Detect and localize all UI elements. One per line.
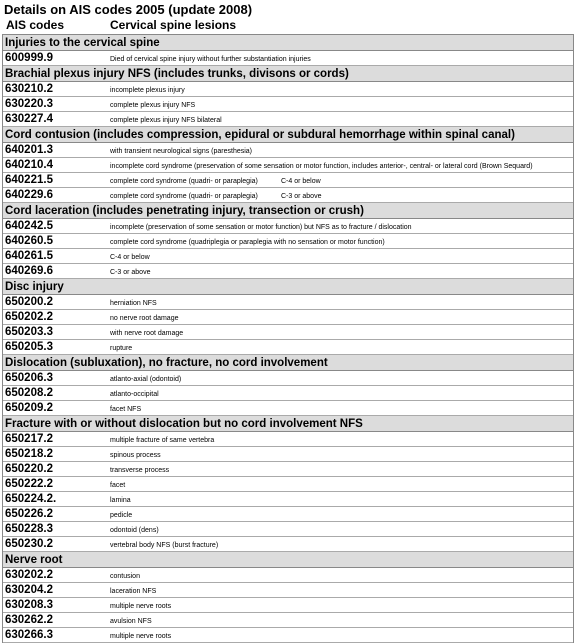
lesion-description: facet [110, 482, 126, 489]
table-row [3, 432, 573, 447]
table-row [3, 477, 573, 492]
ais-code: 600999.9 [5, 52, 53, 64]
table-row [3, 234, 573, 249]
table-row [3, 143, 573, 158]
ais-code: 650209.2 [5, 402, 53, 414]
section-header: Cord laceration (includes penetrating injury, transection or crush) [3, 203, 573, 219]
section-header: Fracture with or without dislocation but no cord involvement NFS [3, 416, 573, 432]
ais-code: 630208.3 [5, 599, 53, 611]
ais-code: 640210.4 [5, 159, 53, 171]
level-note: C-3 or above [281, 193, 322, 200]
table-row [3, 51, 573, 66]
table-row [3, 97, 573, 112]
table-row [3, 492, 573, 507]
lesion-description: no nerve root damage [110, 315, 179, 322]
lesion-description: multiple nerve roots [110, 633, 172, 640]
ais-code: 630262.2 [5, 614, 53, 626]
lesion-description: atlanto-axial (odontoid) [110, 376, 182, 383]
section-header: Nerve root [3, 552, 573, 568]
ais-code: 650230.2 [5, 538, 53, 550]
table-row [3, 264, 573, 279]
ais-code: 650224.2. [5, 493, 57, 505]
ais-code: 630204.2 [5, 584, 53, 596]
document-title: Details on AIS codes 2005 (update 2008) [4, 2, 253, 17]
section-header: Cord contusion (includes compression, epidural or subdural hemorrhage within spinal canal) [3, 127, 573, 143]
ais-code: 650202.2 [5, 311, 53, 323]
ais-code: 650220.2 [5, 463, 53, 475]
ais-code: 650218.2 [5, 448, 53, 460]
lesion-description: C-4 or below [110, 254, 150, 261]
level-note: C-4 or below [281, 178, 321, 185]
ais-code: 650217.2 [5, 433, 53, 445]
ais-code: 640229.6 [5, 189, 53, 201]
ais-code: 640269.6 [5, 265, 53, 277]
ais-code: 650208.2 [5, 387, 53, 399]
lesion-description: atlanto-occipital [110, 391, 159, 398]
column-header-lesions: Cervical spine lesions [110, 18, 237, 32]
table-row [3, 158, 573, 173]
lesion-description: with nerve root damage [110, 330, 184, 337]
ais-code: 630210.2 [5, 83, 53, 95]
lesion-description: contusion [110, 573, 140, 580]
lesion-description: multiple nerve roots [110, 603, 172, 610]
table-row [3, 340, 573, 355]
lesion-description: incomplete plexus injury [110, 87, 185, 94]
ais-code: 650200.2 [5, 296, 53, 308]
lesion-description: with transient neurological signs (paresthesia) [110, 148, 253, 155]
lesion-description: avulsion NFS [110, 618, 152, 625]
table-row [3, 82, 573, 97]
table-row [3, 462, 573, 477]
table-row [3, 295, 573, 310]
lesion-description: pedicle [110, 512, 133, 519]
table-row [3, 537, 573, 552]
table-row [3, 598, 573, 613]
ais-codes-table [2, 34, 574, 643]
table-row [3, 310, 573, 325]
ais-code: 630220.3 [5, 98, 53, 110]
ais-code: 640260.5 [5, 235, 53, 247]
lesion-description: incomplete cord syndrome (preservation of some sensation or motor function, includes anterior-, central- or lateral cord (Brown Sequard) [110, 163, 533, 170]
lesion-description: complete plexus injury NFS bilateral [110, 117, 222, 124]
ais-code: 650205.3 [5, 341, 53, 353]
lesion-description: complete cord syndrome (quadri- or paraplegia) [110, 193, 258, 200]
ais-code: 640261.5 [5, 250, 53, 262]
ais-code: 650226.2 [5, 508, 53, 520]
lesion-description: laceration NFS [110, 588, 157, 595]
table-row [3, 447, 573, 462]
lesion-description: complete cord syndrome (quadriplegia or paraplegia with no sensation or motor function) [110, 239, 385, 246]
lesion-description: Died of cervical spine injury without further substantiation injuries [110, 56, 311, 63]
table-row [3, 219, 573, 234]
table-row [3, 628, 573, 643]
lesion-description: complete cord syndrome (quadri- or paraplegia) [110, 178, 258, 185]
table-row [3, 386, 573, 401]
table-row [3, 568, 573, 583]
ais-code: 650203.3 [5, 326, 53, 338]
table-row [3, 583, 573, 598]
lesion-description: facet NFS [110, 406, 142, 413]
table-row [3, 188, 573, 203]
ais-code: 630266.3 [5, 629, 53, 641]
column-header-ais-codes: AIS codes [6, 18, 65, 32]
section-header: Dislocation (subluxation), no fracture, no cord involvement [3, 355, 573, 371]
lesion-description: multiple fracture of same vertebra [110, 437, 215, 444]
ais-code: 650206.3 [5, 372, 53, 384]
lesion-description: odontoid (dens) [110, 527, 159, 534]
ais-code: 640221.5 [5, 174, 53, 186]
ais-code: 640201.3 [5, 144, 53, 156]
lesion-description: C-3 or above [110, 269, 151, 276]
section-header: Injuries to the cervical spine [3, 35, 573, 51]
lesion-description: rupture [110, 345, 133, 352]
section-header: Brachial plexus injury NFS (includes trunks, divisons or cords) [3, 66, 573, 82]
lesion-description: complete plexus injury NFS [110, 102, 196, 109]
table-row [3, 112, 573, 127]
table-row [3, 522, 573, 537]
ais-code: 630227.4 [5, 113, 53, 125]
lesion-description: transverse process [110, 467, 170, 474]
ais-code: 650222.2 [5, 478, 53, 490]
table-row [3, 371, 573, 386]
ais-code: 640242.5 [5, 220, 53, 232]
lesion-description: lamina [110, 497, 131, 504]
section-header: Disc injury [3, 279, 573, 295]
table-row [3, 507, 573, 522]
lesion-description: vertebral body NFS (burst fracture) [110, 542, 219, 549]
lesion-description: incomplete (preservation of some sensation or motor function) but NFS as to fracture / dislocation [110, 224, 412, 231]
table-row [3, 249, 573, 264]
lesion-description: herniation NFS [110, 300, 157, 307]
lesion-description: spinous process [110, 452, 161, 459]
table-row [3, 173, 573, 188]
table-row [3, 401, 573, 416]
ais-code: 630202.2 [5, 569, 53, 581]
table-row [3, 613, 573, 628]
ais-code: 650228.3 [5, 523, 53, 535]
table-row [3, 325, 573, 340]
